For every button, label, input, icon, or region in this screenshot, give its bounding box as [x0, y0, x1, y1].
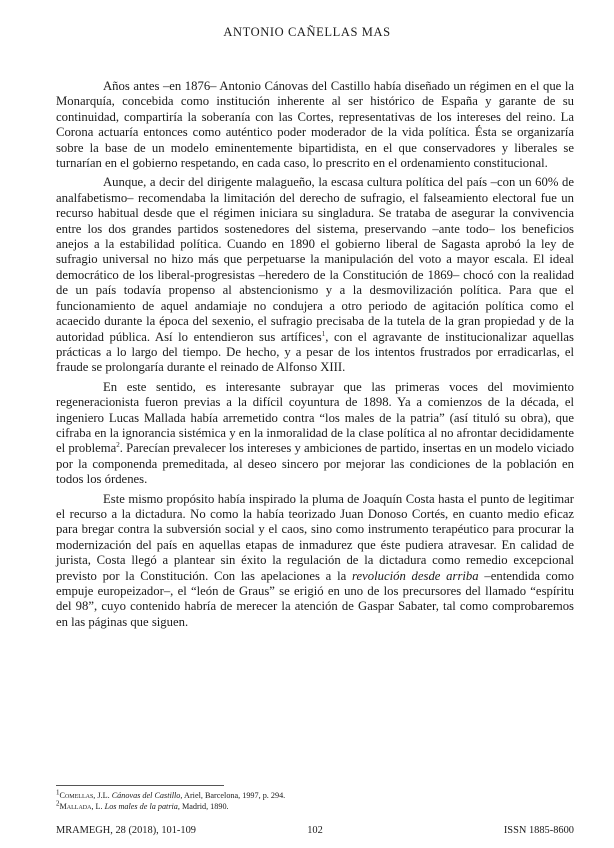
paragraph-text: , con el agravante de institucionalizar aquellas prácticas a lo largo del tiempo. De hecho, y a pesar de los intentos frustrados por erradicarlas, el fraude se prolongaría durante el reinado de Alfonso XIII.: [56, 329, 574, 375]
footnote-2: [56, 798, 574, 813]
paragraph-text: Este mismo propósito había inspirado la pluma de Joaquín Costa hasta el punto de legitimar el recurso a la dictadura. No como la había teorizado Juan Donoso Cortés, en cuanto medio eficaz para bregar contra la subversión social y el caos, sino como instrumento terapéutico para procurar la modernización del país en aquellas etapas de inmadurez que éste pudiera atravesar. En calidad de jurista, Costa llegó a plantear sin éxito la regulación de la dictadura como remedio excepcional previsto por la Constitución. Con las apelaciones a la: [56, 491, 574, 583]
footnote-1: [56, 788, 574, 802]
footnote-ref-2[interactable]: 2: [116, 441, 120, 450]
paragraph-electoral-fraud: [56, 175, 574, 375]
running-header: ANTONIO CAÑELLAS MAS: [223, 25, 391, 39]
page-number: 102: [307, 825, 323, 836]
article-body: [56, 79, 574, 630]
paragraph-canovas-regime: Años antes –en 1876– Antonio Cánovas del Castillo había diseñado un régimen en el que la Monarquía, concebida como institución inherente al ser histórico de España y garante de su continuidad, compartiría la soberanía con las Cortes, representativas de los intereses del reino. La Corona actuaría entonces como auténtico poder moderador de la vida política. Ésta se organizaría sobre la base de un modelo eminentemente bipartidista, en el que conservadores y liberales se turnarían en el gobierno respetando, en cada caso, lo prescrito en el ordenamiento constitucional.: [56, 79, 574, 171]
emphasis-revolucion: revolución desde arriba: [352, 568, 479, 583]
footnotes: [56, 788, 574, 812]
footnote-number: 2: [56, 798, 60, 807]
footnote-author: Mallada, L.: [59, 801, 103, 811]
footnote-separator: [56, 785, 224, 786]
paragraph-text: Aunque, a decir del dirigente malagueño, la escasa cultura política del país –con un 60% de analfabetismo– recomendaba la limitación del derecho de sufragio, el falseamiento electoral fue un recurso habitual desde que el régimen iniciara su singladura. Se trataba de asegurar la convivencia entre los dos grandes partidos sostenedores del sistema, preservando –ante todo– los beneficios anejos a la estabilidad política. Cuando en 1890 el gobierno liberal de Sagasta aprobó la ley de sufragio universal no hizo más que perpetuarse la manipulación del voto a mayor escala. El ideal democrático de los liberal-progresistas –heredero de la Constitución de 1869– chocó con la realidad de un país todavía propenso al abstencionismo y a la desmovilización política. Para que el funcionamiento de aquel andamiaje no condujera a otro periodo de agitación política como el acaecido durante la época del sexenio, el sufragio precisaba de la tutela de la gran propiedad y de la autoridad pública. Así lo entendieron sus artífices: [56, 175, 574, 344]
page-footer: [56, 825, 574, 839]
paragraph-text: En este sentido, es interesante subrayar que las primeras voces del movimiento regeneracionista fueron previas a la difícil coyuntura de 1898. Ya a comienzos de la década, el ingeniero Lucas Mallada había arremetido contra “los males de la patria” (así tituló su obra), que cifraba en la ignorancia sistémica y en la inmoralidad de la clase política al no afrontar decididamente el problema: [56, 379, 574, 456]
footnote-details: , Madrid, 1890.: [177, 801, 229, 811]
issn: ISSN 1885-8600: [503, 825, 574, 836]
paragraph-joaquin-costa: [56, 492, 574, 631]
paragraph-text: –entendida como empuje europeizador–, el “león de Graus” se erigió en uno de los precursores del llamado “espíritu del 98”, cuyo contenido habría de merecer la atención de Gaspar Sabater, tal como comprobaremos en las páginas que siguen.: [56, 568, 574, 629]
footnote-number: 1: [56, 788, 60, 797]
footnote-ref-1[interactable]: 1: [321, 329, 326, 338]
footnote-details: , Ariel, Barcelona, 1997, p. 294.: [180, 791, 286, 800]
journal-citation: MRAMEGH, 28 (2018), 101-109: [56, 825, 196, 836]
paragraph-regenerationism: [56, 380, 574, 488]
footnote-title: Cánovas del Castillo: [111, 791, 181, 800]
paragraph-text: . Parecían prevalecer los intereses y ambiciones de partido, insertas en un modelo viciado por la componenda premeditada, al deseo sincero por mejorar las condiciones de la población en todos los órdenes.: [56, 441, 574, 487]
footnote-title: Los males de la patria: [104, 801, 178, 811]
footnote-author: Comellas, J.L.: [59, 791, 110, 800]
